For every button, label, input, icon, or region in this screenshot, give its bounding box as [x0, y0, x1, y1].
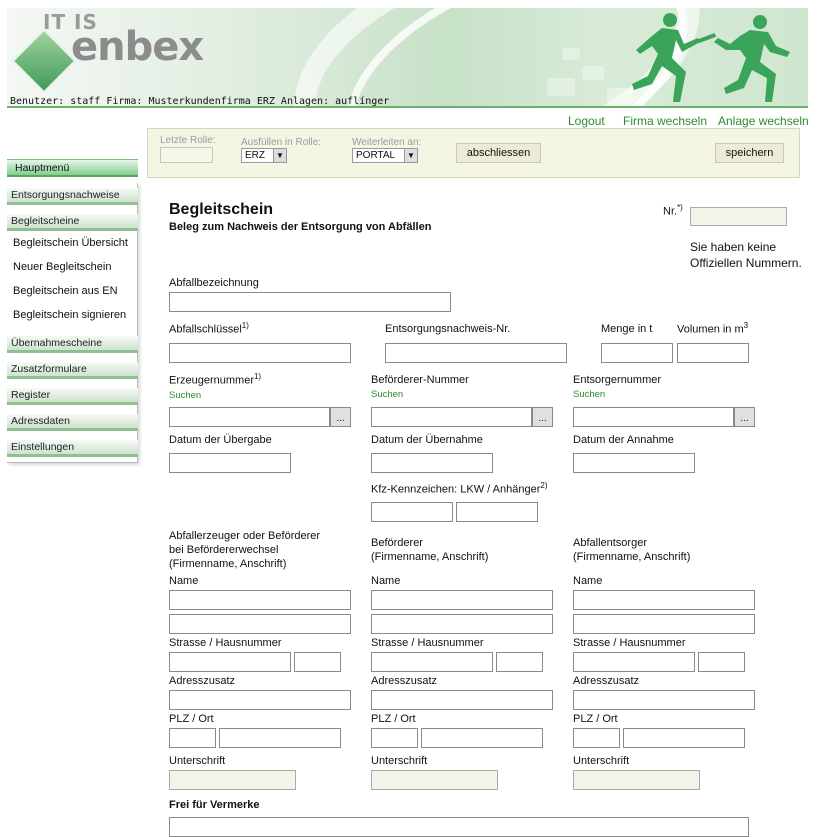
col1-name-input-2[interactable] [169, 614, 351, 634]
sidebar-item-begleitschein-signieren[interactable]: Begleitschein signieren [13, 309, 127, 321]
header-tile-decoration [582, 66, 604, 80]
datum-uebernahme-label: Datum der Übernahme [371, 434, 483, 446]
col1-name-input-1[interactable] [169, 590, 351, 610]
col1-plz-ort-label: PLZ / Ort [169, 713, 214, 725]
entsorgernummer-label: Entsorgernummer [573, 374, 662, 386]
vermerke-label: Frei für Vermerke [169, 799, 260, 811]
col2-adresszusatz-label: Adresszusatz [371, 675, 438, 687]
erzeugernummer-input[interactable] [169, 407, 330, 427]
col2-adresszusatz-input[interactable] [371, 690, 553, 710]
col2-plz-input[interactable] [371, 728, 418, 748]
sidebar-item-uebernahmescheine[interactable]: Übernahmescheine [7, 336, 138, 353]
abfallschluessel-input[interactable] [169, 343, 351, 363]
kfz-label: Kfz-Kennzeichen: LKW / Anhänger$^{2)}$ [371, 481, 548, 496]
volumen-label: Volumen in $m^3$ [677, 321, 749, 336]
menge-label: Menge in t [601, 323, 653, 335]
col2-name-label: Name [371, 575, 401, 587]
speichern-button[interactable]: speichern [715, 143, 784, 163]
col3-unterschrift-label: Unterschrift [573, 755, 630, 767]
sidebar-item-begleitscheine[interactable]: Begleitscheine [7, 214, 138, 231]
logout-link[interactable]: Logout [568, 114, 605, 128]
abschliessen-button[interactable]: abschliessen [456, 143, 541, 163]
volumen-input[interactable] [677, 343, 749, 363]
datum-uebergabe-label: Datum der Übergabe [169, 434, 272, 446]
col2-hausnummer-input[interactable] [496, 652, 543, 672]
hauptmenu-button[interactable]: Hauptmenü [7, 159, 138, 177]
header-banner [7, 8, 808, 108]
sidebar-item-zusatzformulare[interactable]: Zusatzformulare [7, 362, 138, 379]
logo-diamond-icon [11, 28, 76, 93]
col3-name-input-1[interactable] [573, 590, 755, 610]
col1-unterschrift-label: Unterschrift [169, 755, 226, 767]
col3-hausnummer-input[interactable] [698, 652, 745, 672]
col1-strasse-input[interactable] [169, 652, 291, 672]
kfz-lkw-input[interactable] [371, 502, 453, 522]
col1-adresszusatz-label: Adresszusatz [169, 675, 236, 687]
runners-relay-icon [622, 10, 802, 106]
letzte-rolle-field[interactable] [160, 147, 213, 163]
datum-uebergabe-input[interactable] [169, 453, 291, 473]
anlage-wechseln-link[interactable]: Anlage wechseln [718, 114, 809, 128]
datum-uebernahme-input[interactable] [371, 453, 493, 473]
logo-enbex: enbex [71, 24, 204, 70]
col3-name-input-2[interactable] [573, 614, 755, 634]
sidebar-item-neuer-begleitschein[interactable]: Neuer Begleitschein [13, 261, 112, 273]
entsorgungsnachweis-nr-label: Entsorgungsnachweis-Nr. [385, 323, 511, 335]
ausfuellen-label: Ausfüllen in Rolle: [241, 137, 322, 148]
page-title: Begleitschein [169, 201, 274, 218]
entsorgungsnachweis-nr-input[interactable] [385, 343, 567, 363]
col3-adresszusatz-label: Adresszusatz [573, 675, 640, 687]
col2-heading [371, 536, 488, 564]
chevron-down-icon[interactable]: ▼ [404, 149, 417, 162]
col3-heading [573, 536, 690, 564]
datum-annahme-label: Datum der Annahme [573, 434, 674, 446]
logo-it-is: IT IS [43, 10, 98, 34]
col3-strasse-input[interactable] [573, 652, 695, 672]
letzte-rolle-label: Letzte Rolle: [160, 135, 216, 146]
header-tile-decoration [562, 48, 580, 60]
sidebar-item-register[interactable]: Register [7, 388, 138, 405]
befoerderer-nummer-label: Beförderer-Nummer [371, 374, 469, 386]
nr-note-line1: Sie haben keine [690, 240, 777, 254]
abfallbezeichnung-input[interactable] [169, 292, 451, 312]
col3-heading-line: (Firmenname, Anschrift) [573, 551, 691, 563]
weiterleiten-select[interactable] [352, 148, 418, 163]
sidebar-item-einstellungen[interactable]: Einstellungen [7, 440, 138, 457]
col1-plz-input[interactable] [169, 728, 216, 748]
col2-strasse-label: Strasse / Hausnummer [371, 637, 484, 649]
menge-input[interactable] [601, 343, 673, 363]
chevron-down-icon[interactable]: ▼ [273, 149, 286, 162]
nr-label: Nr.*) [663, 203, 683, 218]
col3-plz-input[interactable] [573, 728, 620, 748]
col2-ort-input[interactable] [421, 728, 543, 748]
col3-plz-ort-label: PLZ / Ort [573, 713, 618, 725]
datum-annahme-input[interactable] [573, 453, 695, 473]
erzeugernummer-suchen-link[interactable]: Suchen [169, 390, 202, 401]
header-tile-decoration [547, 78, 575, 96]
col3-ort-input[interactable] [623, 728, 745, 748]
vermerke-textarea[interactable] [169, 817, 749, 837]
befoerderer-nummer-lookup-button[interactable]: ... [532, 407, 553, 427]
col3-unterschrift-field[interactable] [573, 770, 700, 790]
entsorgernummer-input[interactable] [573, 407, 734, 427]
erzeugernummer-label: Erzeugernummer$^{1)}$ [169, 372, 262, 387]
sidebar-item-begleitschein-aus-en[interactable]: Begleitschein aus EN [13, 285, 118, 297]
col2-name-input-1[interactable] [371, 590, 553, 610]
col1-name-label: Name [169, 575, 199, 587]
col3-strasse-label: Strasse / Hausnummer [573, 637, 686, 649]
col3-name-label: Name [573, 575, 603, 587]
sidebar-item-entsorgungsnachweise[interactable]: Entsorgungsnachweise [7, 188, 138, 205]
befoerderer-nummer-input[interactable] [371, 407, 532, 427]
col1-strasse-label: Strasse / Hausnummer [169, 637, 282, 649]
col1-hausnummer-input[interactable] [294, 652, 341, 672]
ausfuellen-select-value: ERZ [245, 150, 265, 161]
abfallschluessel-label: Abfallschlüssel$^{1)}$ [169, 321, 249, 336]
col2-plz-ort-label: PLZ / Ort [371, 713, 416, 725]
firma-wechseln-link[interactable]: Firma wechseln [623, 114, 708, 128]
col1-heading-line: Abfallerzeuger oder Beförderer [169, 530, 321, 542]
col2-strasse-input[interactable] [371, 652, 493, 672]
user-info-line: Benutzer: staff Firma: Musterkundenfirma ERZ Anlagen: auflínger [10, 96, 390, 107]
col1-heading-line: (Firmenname, Anschrift) [169, 558, 287, 570]
col2-unterschrift-label: Unterschrift [371, 755, 428, 767]
col1-adresszusatz-input[interactable] [169, 690, 351, 710]
col2-heading-line: Beförderer [371, 537, 423, 549]
col2-name-input-2[interactable] [371, 614, 553, 634]
befoerderer-nummer-suchen-link[interactable]: Suchen [371, 389, 404, 400]
col2-unterschrift-field[interactable] [371, 770, 498, 790]
col1-heading [169, 529, 320, 571]
nr-input[interactable] [690, 207, 787, 226]
erzeugernummer-lookup-button[interactable]: ... [330, 407, 351, 427]
sidebar-item-adressdaten[interactable]: Adressdaten [7, 414, 138, 431]
col1-heading-line: bei Befördererwechsel [169, 544, 279, 556]
weiterleiten-label: Weiterleiten an: [352, 137, 422, 148]
col3-adresszusatz-input[interactable] [573, 690, 755, 710]
abfallbezeichnung-label: Abfallbezeichnung [169, 277, 259, 289]
entsorgernummer-lookup-button[interactable]: ... [734, 407, 755, 427]
page-subtitle: Beleg zum Nachweis der Entsorgung von Abfällen [169, 221, 432, 233]
col3-heading-line: Abfallentsorger [573, 537, 647, 549]
col1-unterschrift-field[interactable] [169, 770, 296, 790]
sidebar-item-begleitschein-uebersicht[interactable]: Begleitschein Übersicht [13, 237, 128, 249]
role-bar [147, 128, 800, 178]
kfz-anhaenger-input[interactable] [456, 502, 538, 522]
col1-ort-input[interactable] [219, 728, 341, 748]
col2-heading-line: (Firmenname, Anschrift) [371, 551, 489, 563]
ausfuellen-select[interactable] [241, 148, 287, 163]
weiterleiten-select-value: PORTAL [356, 150, 396, 161]
sidebar [7, 183, 138, 463]
entsorgernummer-suchen-link[interactable]: Suchen [573, 389, 606, 400]
nr-note-line2: Offiziellen Nummern. [690, 256, 802, 270]
